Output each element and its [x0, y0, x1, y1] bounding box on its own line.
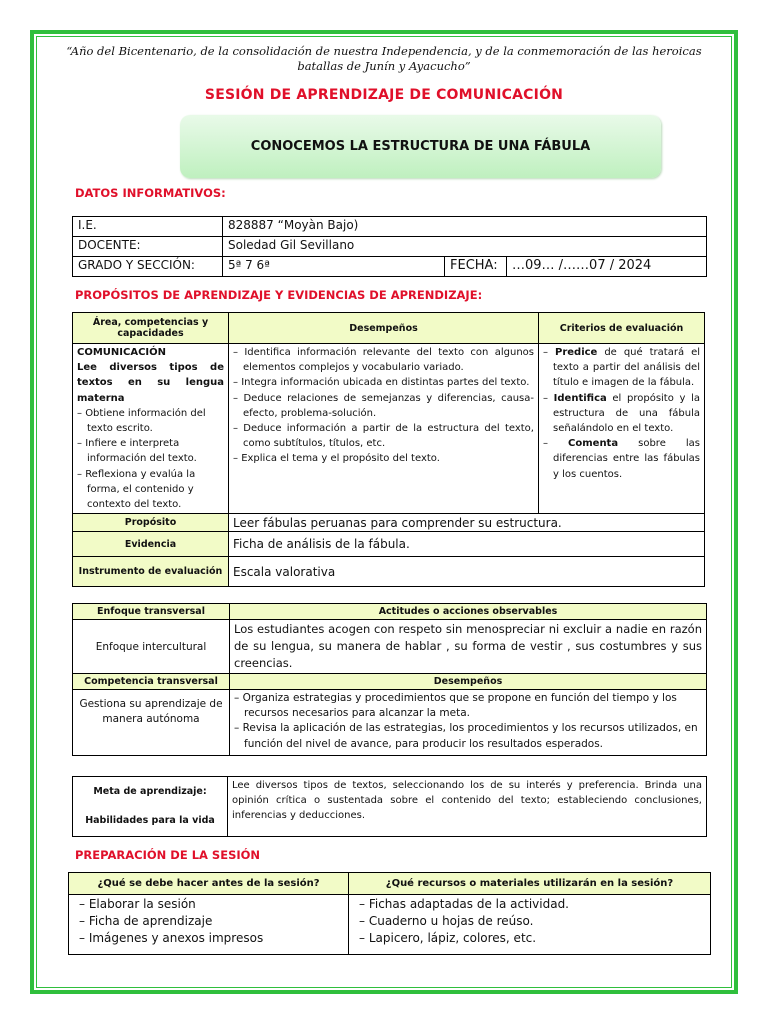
desempeno-item: – Identifica información relevante del texto con algunos elementos complejos y vocabulario variado. — [233, 345, 534, 375]
criterio-item-text: el propósito y la estructura de una fábula señalándolo en el texto. — [553, 392, 700, 435]
ie-value: 828887 “Moyàn Bajo) — [223, 217, 707, 237]
datos-heading: DATOS INFORMATIVOS: — [75, 186, 226, 200]
competencia-name: Lee diversos tipos de textos en su lengua materna — [77, 362, 224, 404]
criterio-item — [543, 391, 700, 437]
criterio-item-keyword: Identifica — [553, 392, 607, 404]
enfoque-actitud: Los estudiantes acogen con respeto sin menospreciar ni excluir a nadie en razón de su lengua, su manera de hablar , su forma de vestir , sus costumbres y sus creencias. — [230, 620, 707, 674]
fecha-label: FECHA: — [445, 257, 507, 277]
competencia-desempenos-label: Desempeños — [230, 674, 707, 690]
docente-label: DOCENTE: — [73, 237, 223, 257]
banner-title: CONOCEMOS LA ESTRUCTURA DE UNA FÁBULA — [250, 139, 591, 154]
desempeno-item: – Deduce relaciones de semejanzas y diferencias, causa-efecto, problema-solución. — [233, 391, 534, 421]
habilidades-label: Habilidades para la vida — [85, 815, 215, 826]
antes-list — [79, 896, 344, 947]
criterios-list — [543, 345, 700, 482]
col-actitudes: Actitudes o acciones observables — [230, 604, 707, 620]
antes-item: – Elaborar la sesión — [79, 896, 344, 913]
col-desempenos: Desempeños — [229, 313, 539, 344]
competencia-transversal-label: Competencia transversal — [73, 674, 230, 690]
meta-labels — [73, 777, 228, 837]
preparacion-heading: PREPARACIÓN DE LA SESIÓN — [75, 848, 261, 862]
capacidad-item: – Obtiene información del texto escrito. — [77, 406, 224, 436]
area-name: COMUNICACIÓN — [77, 347, 167, 358]
instrumento-label: Instrumento de evaluación — [73, 557, 229, 587]
antes-cell — [69, 895, 349, 955]
meta-table — [72, 776, 707, 837]
desempeno-item: – Integra información ubicada en distintas partes del texto. — [233, 375, 534, 390]
competencia-item: – Revisa la aplicación de las estrategias, los procedimientos y los recursos utilizados, en función del nivel de avance, para producir los resultados esperados. — [234, 721, 702, 751]
evidencia-value: Ficha de análisis de la fábula. — [229, 532, 705, 557]
capacidades-list — [77, 406, 224, 512]
page-title: SESIÓN DE APRENDIZAJE DE COMUNICACIÓN — [204, 87, 564, 103]
evidencia-label: Evidencia — [73, 532, 229, 557]
recursos-cell — [349, 895, 711, 955]
competencia-items-list — [234, 691, 702, 752]
criterio-item-keyword: Predice — [555, 347, 598, 358]
criterio-item-text: de qué tratará el texto a partir del análisis del título e imagen de la fábula. — [553, 347, 701, 389]
enfoque-name: Enfoque intercultural — [73, 620, 230, 674]
criterio-item — [543, 345, 700, 391]
desempeno-item: – Explica el tema y el propósito del texto. — [233, 451, 534, 466]
col-enfoque: Enfoque transversal — [73, 604, 230, 620]
criterios-cell — [539, 344, 705, 514]
capacidad-item: – Infiere e interpreta información del texto. — [77, 436, 224, 466]
ie-label: I.E. — [73, 217, 223, 237]
criterio-item — [543, 436, 700, 482]
proposito-label: Propósito — [73, 514, 229, 532]
propositos-table — [72, 312, 705, 587]
recurso-item: – Fichas adaptadas de la actividad. — [359, 896, 706, 913]
recursos-list — [359, 896, 706, 947]
datos-table — [72, 216, 707, 277]
area-cell — [73, 344, 229, 514]
instrumento-value: Escala valorativa — [229, 557, 705, 587]
preparacion-table — [68, 872, 711, 955]
grado-value: 5ª 7 6ª — [223, 257, 445, 277]
competencia-item: – Organiza estrategias y procedimientos que se propone en función del tiempo y los recursos necesarios para alcanzar la meta. — [234, 691, 702, 721]
col-criterios: Criterios de evaluación — [539, 313, 705, 344]
meta-text: Lee diversos tipos de textos, seleccionando los de su interés y preferencia. Brinda una opinión crítica o sustentada sobre el contenido del texto; estableciendo conclusiones, inferencias y deducciones. — [228, 777, 707, 837]
desempenos-list — [233, 345, 534, 467]
recurso-item: – Lapicero, lápiz, colores, etc. — [359, 930, 706, 947]
recurso-item: – Cuaderno u hojas de reúso. — [359, 913, 706, 930]
col-antes: ¿Qué se debe hacer antes de la sesión? — [69, 873, 349, 895]
competencia-name: Gestiona su aprendizaje de manera autónoma — [73, 690, 230, 756]
enfoque-table — [72, 603, 707, 756]
desempeno-item: – Deduce información a partir de la estructura del texto, como subtítulos, títulos, etc. — [233, 421, 534, 451]
criterio-item-keyword: Comenta — [568, 438, 619, 450]
col-area: Área, competencias y capacidades — [73, 313, 229, 344]
antes-item: – Ficha de aprendizaje — [79, 913, 344, 930]
meta-label: Meta de aprendizaje: — [93, 786, 207, 797]
capacidad-item: – Reflexiona y evalúa la forma, el contenido y contexto del texto. — [77, 467, 224, 513]
docente-value: Soledad Gil Sevillano — [223, 237, 707, 257]
propositos-heading: PROPÓSITOS DE APRENDIZAJE Y EVIDENCIAS DE APRENDIZAJE: — [75, 288, 483, 302]
grado-label: GRADO Y SECCIÓN: — [73, 257, 223, 277]
criterio-item-text: sobre las diferencias entre las fábulas y los cuentos. — [553, 438, 700, 480]
col-recursos: ¿Qué recursos o materiales utilizarán en la sesión? — [349, 873, 711, 895]
desempenos-cell — [229, 344, 539, 514]
antes-item: – Imágenes y anexos impresos — [79, 930, 344, 947]
fecha-value: …09… /……07 / 2024 — [507, 257, 707, 277]
proposito-value: Leer fábulas peruanas para comprender su estructura. — [229, 514, 705, 532]
motto-text: “Año del Bicentenario, de la consolidación de nuestra Independencia, y de la conmemoración de las heroicas batallas de Junín y Ayacucho” — [66, 44, 702, 73]
competencia-items-cell — [230, 690, 707, 756]
